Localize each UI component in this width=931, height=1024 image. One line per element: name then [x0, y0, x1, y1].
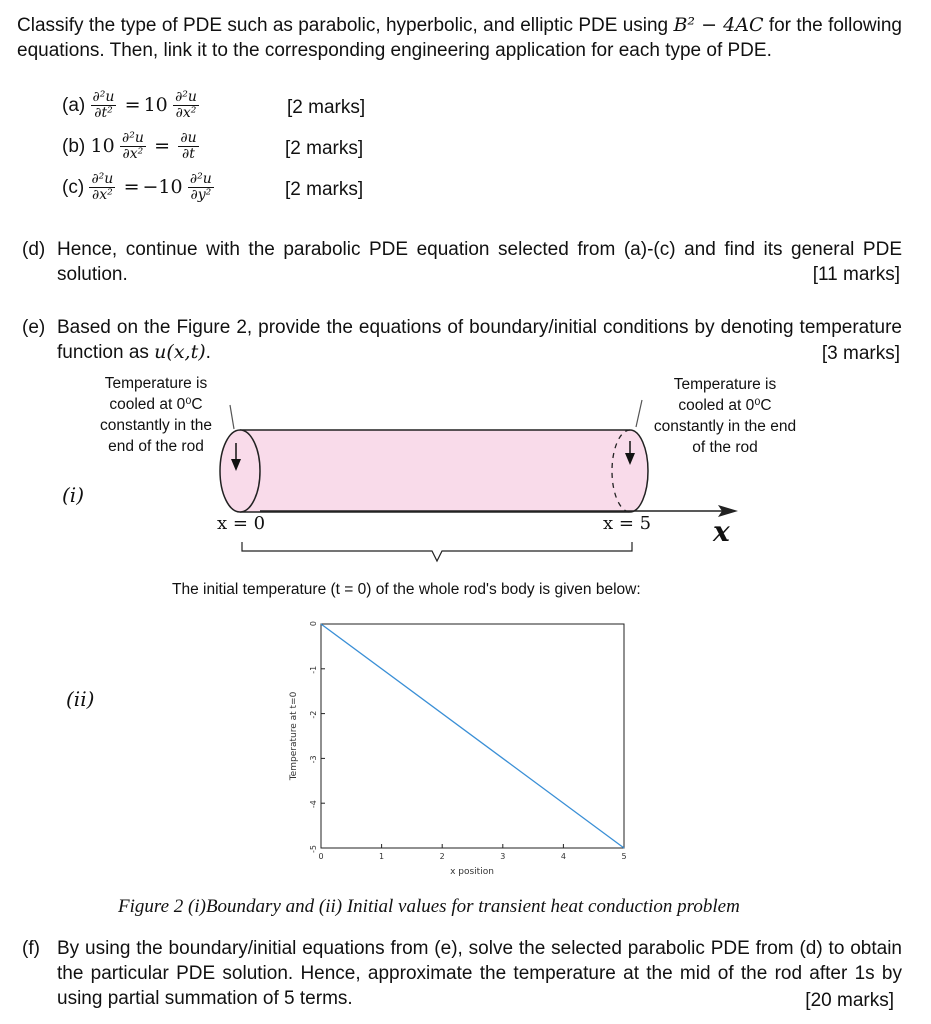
y-tick-label: 0	[309, 621, 318, 627]
label-x0: x = 0	[217, 513, 266, 534]
y-axis-title: Temperature at t=0	[289, 691, 299, 781]
numerator: ∂²u	[121, 130, 144, 147]
x-tick-label: 0	[318, 852, 324, 861]
part-e-math: u(x,t)	[154, 341, 206, 363]
coefficient: −10	[142, 176, 183, 198]
part-e-text	[57, 315, 902, 365]
initial-temperature-text: The initial temperature (t = 0) of the whole rod's body is given below:	[172, 581, 641, 598]
rod-body	[240, 430, 630, 512]
fraction	[91, 90, 117, 121]
intro-text-1: Classify the type of PDE such as parabolic, hyperbolic, and elliptic PDE using	[17, 15, 674, 36]
x-tick-label: 3	[500, 852, 506, 861]
rod-left-end	[220, 430, 260, 512]
equals: =	[123, 176, 140, 198]
length-brace	[242, 542, 632, 561]
fraction	[173, 90, 199, 121]
equals: =	[124, 94, 141, 116]
right-leader-line	[636, 400, 642, 427]
x-tick-label: 1	[379, 852, 385, 861]
fraction	[89, 172, 115, 203]
part-f-marks: [20 marks]	[805, 990, 894, 1011]
coefficient: 10	[143, 94, 168, 116]
note-line: Temperature is	[673, 376, 777, 393]
marks-c: [2 marks]	[285, 179, 364, 200]
left-leader-line	[230, 405, 234, 429]
numerator: ∂²u	[91, 171, 114, 188]
part-d-marks: [11 marks]	[812, 264, 900, 285]
initial-temperature-chart	[282, 612, 638, 882]
figure-caption: Figure 2 (i)Boundary and (ii) Initial values for transient heat conduction problem	[118, 896, 740, 917]
denominator: ∂x²	[92, 187, 113, 204]
equals: =	[154, 135, 171, 157]
numerator: ∂²u	[92, 89, 115, 106]
y-tick-label: -5	[309, 845, 318, 853]
note-line: cooled at 0⁰C	[109, 396, 203, 413]
note-line: constantly in the	[99, 417, 212, 434]
x-tick-label: 2	[439, 852, 445, 861]
intro-text-2: for the following equations. Then, link it to the corresponding engineering application for each type of PDE.	[17, 15, 902, 61]
numerator: ∂u	[180, 130, 197, 147]
fraction	[188, 172, 214, 203]
part-e-label: (e)	[22, 317, 46, 338]
label-x5: x = 5	[603, 513, 652, 534]
part-e-end: .	[205, 342, 211, 363]
denominator: ∂x²	[175, 105, 197, 122]
part-f-label: (f)	[22, 938, 40, 959]
part-e-marks: [3 marks]	[821, 343, 900, 364]
question-label: (a)	[62, 95, 86, 116]
x-axis-title: x position	[450, 867, 494, 877]
y-tick-label: -2	[309, 710, 318, 719]
intro-paragraph	[17, 13, 902, 63]
part-e-body: Based on the Figure 2, provide the equations of boundary/initial conditions by denoting temperature function as	[57, 317, 902, 363]
denominator: ∂t²	[94, 105, 113, 122]
denominator: ∂x²	[122, 146, 144, 163]
figure-label-ii: (ii)	[66, 687, 95, 711]
numerator: ∂²u	[175, 89, 197, 106]
fraction	[120, 131, 146, 162]
note-line: end of the rod	[108, 438, 204, 455]
axis-x-label: x	[713, 515, 730, 548]
question-b	[62, 126, 199, 167]
coefficient: 10	[90, 135, 115, 157]
note-line: of the rod	[692, 439, 758, 456]
rod-diagram	[200, 395, 760, 570]
note-line: Temperature is	[104, 375, 208, 392]
question-a	[62, 85, 199, 126]
x-tick-label: 4	[560, 852, 566, 861]
question-label: (c)	[62, 177, 85, 198]
y-tick-label: -4	[309, 800, 318, 809]
denominator: ∂t	[182, 146, 195, 163]
y-tick-label: -1	[309, 665, 318, 674]
part-f-text: By using the boundary/initial equations from (e), solve the selected parabolic PDE from (d) to obtain the particular PDE solution. Hence, approximate the temperature at the mid of the rod after 1s by using partial summation of 5 terms.	[57, 938, 902, 1009]
note-line: constantly in the end	[653, 418, 797, 435]
part-d-label: (d)	[22, 239, 46, 260]
denominator: ∂y²	[190, 187, 212, 204]
question-c	[62, 167, 214, 208]
marks-b: [2 marks]	[285, 138, 364, 159]
x-tick-label: 5	[621, 852, 627, 861]
marks-a: [2 marks]	[287, 97, 366, 118]
intro-formula: B² − 4AC	[673, 14, 764, 36]
numerator: ∂²u	[189, 171, 212, 188]
part-d-text: Hence, continue with the parabolic PDE equation selected from (a)-(c) and find its general PDE solution.	[57, 239, 902, 285]
fraction	[178, 131, 198, 162]
figure-label-i: (i)	[62, 483, 85, 507]
question-label: (b)	[62, 136, 86, 157]
note-line: cooled at 0⁰C	[678, 397, 772, 414]
rod-right-end	[630, 430, 648, 512]
y-tick-label: -3	[309, 755, 318, 764]
